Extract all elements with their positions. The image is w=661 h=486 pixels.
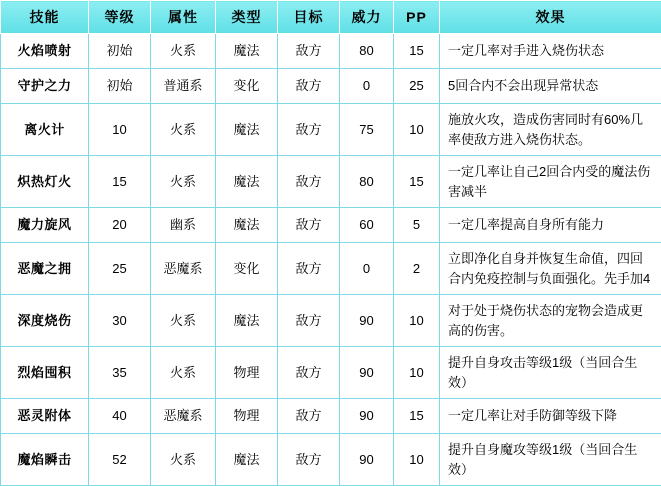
table-row: [1, 156, 661, 208]
cell-pp: 15: [394, 34, 440, 69]
cell-skill: 魔力旋风: [1, 208, 89, 243]
cell-skill: 守护之力: [1, 69, 89, 104]
cell-effect: 对于处于烧伤状态的宠物会造成更高的伤害。: [440, 295, 661, 347]
cell-target: 敌方: [278, 208, 340, 243]
cell-target: 敌方: [278, 104, 340, 156]
cell-pp: 15: [394, 399, 440, 434]
cell-pp: 2: [394, 243, 440, 295]
cell-effect: 一定几率提高自身所有能力: [440, 208, 661, 243]
cell-target: 敌方: [278, 34, 340, 69]
cell-pp: 10: [394, 104, 440, 156]
table-row: [1, 69, 661, 104]
table-row: [1, 295, 661, 347]
cell-skill: 火焰喷射: [1, 34, 89, 69]
cell-power: 90: [340, 295, 394, 347]
cell-type: 魔法: [216, 34, 278, 69]
cell-target: 敌方: [278, 156, 340, 208]
cell-effect: 一定几率让对手防御等级下降: [440, 399, 661, 434]
cell-target: 敌方: [278, 243, 340, 295]
column-header-skill: 技能: [1, 1, 89, 34]
cell-attribute: 恶魔系: [151, 243, 216, 295]
cell-power: 0: [340, 69, 394, 104]
cell-level: 15: [89, 156, 151, 208]
table-row: [1, 104, 661, 156]
cell-target: 敌方: [278, 295, 340, 347]
cell-type: 物理: [216, 347, 278, 399]
cell-type: 变化: [216, 69, 278, 104]
cell-skill: 烈焰囤积: [1, 347, 89, 399]
cell-power: 75: [340, 104, 394, 156]
cell-target: 敌方: [278, 399, 340, 434]
cell-pp: 15: [394, 156, 440, 208]
cell-pp: 10: [394, 295, 440, 347]
cell-power: 60: [340, 208, 394, 243]
column-header-type: 类型: [216, 1, 278, 34]
cell-type: 魔法: [216, 434, 278, 486]
cell-target: 敌方: [278, 434, 340, 486]
cell-level: 20: [89, 208, 151, 243]
cell-target: 敌方: [278, 69, 340, 104]
table-row: [1, 243, 661, 295]
cell-power: 90: [340, 434, 394, 486]
cell-skill: 深度烧伤: [1, 295, 89, 347]
cell-attribute: 火系: [151, 104, 216, 156]
cell-skill: 炽热灯火: [1, 156, 89, 208]
cell-type: 魔法: [216, 104, 278, 156]
cell-level: 30: [89, 295, 151, 347]
cell-target: 敌方: [278, 347, 340, 399]
column-header-power: 威力: [340, 1, 394, 34]
table-row: [1, 34, 661, 69]
cell-type: 魔法: [216, 156, 278, 208]
cell-effect: 立即净化自身并恢复生命值，四回合内免疫控制与负面强化。先手加4: [440, 243, 661, 295]
cell-type: 魔法: [216, 295, 278, 347]
cell-pp: 25: [394, 69, 440, 104]
cell-level: 40: [89, 399, 151, 434]
cell-type: 物理: [216, 399, 278, 434]
column-header-attribute: 属性: [151, 1, 216, 34]
header-row: [1, 1, 661, 34]
cell-level: 10: [89, 104, 151, 156]
cell-attribute: 火系: [151, 434, 216, 486]
cell-level: 52: [89, 434, 151, 486]
cell-level: 初始: [89, 69, 151, 104]
cell-level: 25: [89, 243, 151, 295]
cell-effect: 一定几率让自己2回合内受的魔法伤害减半: [440, 156, 661, 208]
cell-effect: 施放火攻，造成伤害同时有60%几率使敌方进入烧伤状态。: [440, 104, 661, 156]
cell-skill: 离火计: [1, 104, 89, 156]
cell-skill: 魔焰瞬击: [1, 434, 89, 486]
cell-level: 初始: [89, 34, 151, 69]
cell-effect: 一定几率对手进入烧伤状态: [440, 34, 661, 69]
cell-attribute: 火系: [151, 156, 216, 208]
cell-type: 变化: [216, 243, 278, 295]
cell-pp: 5: [394, 208, 440, 243]
table-header: [1, 1, 661, 34]
cell-attribute: 恶魔系: [151, 399, 216, 434]
cell-power: 90: [340, 399, 394, 434]
cell-power: 90: [340, 347, 394, 399]
cell-skill: 恶灵附体: [1, 399, 89, 434]
cell-attribute: 普通系: [151, 69, 216, 104]
cell-type: 魔法: [216, 208, 278, 243]
column-header-effect: 效果: [440, 1, 661, 34]
table-row: [1, 208, 661, 243]
cell-power: 80: [340, 156, 394, 208]
cell-skill: 恶魔之拥: [1, 243, 89, 295]
cell-attribute: 幽系: [151, 208, 216, 243]
table-row: [1, 399, 661, 434]
cell-pp: 10: [394, 434, 440, 486]
cell-power: 80: [340, 34, 394, 69]
cell-power: 0: [340, 243, 394, 295]
cell-level: 35: [89, 347, 151, 399]
table-body: [1, 34, 661, 486]
cell-attribute: 火系: [151, 34, 216, 69]
cell-effect: 提升自身魔攻等级1级（当回合生效）: [440, 434, 661, 486]
table-row: [1, 434, 661, 486]
cell-effect: 提升自身攻击等级1级（当回合生效）: [440, 347, 661, 399]
column-header-pp: PP: [394, 1, 440, 34]
table-row: [1, 347, 661, 399]
cell-attribute: 火系: [151, 347, 216, 399]
cell-effect: 5回合内不会出现异常状态: [440, 69, 661, 104]
cell-attribute: 火系: [151, 295, 216, 347]
column-header-level: 等级: [89, 1, 151, 34]
cell-pp: 10: [394, 347, 440, 399]
column-header-target: 目标: [278, 1, 340, 34]
